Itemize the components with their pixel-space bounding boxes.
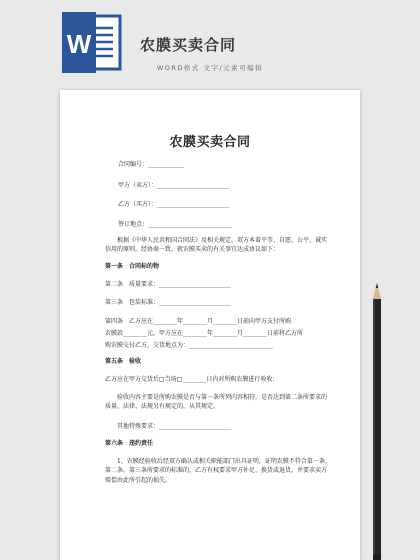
article-6-heading: 第六条 违约责任 bbox=[105, 440, 154, 447]
article-4-line-3: 购农膜交付乙方，交货地点为：____________________________ bbox=[105, 342, 274, 349]
intro-paragraph: 根据《中华人民共和国合同法》及相关规定，双方本着平等、自愿、公平、诚实信用的原则，经协商一致，就农膜买卖的有关事宜达成协议如下： bbox=[105, 237, 328, 254]
article-3-packaging: 第三条 包装标准：________________________ bbox=[105, 299, 232, 306]
article-2-quality: 第二条 质量要求：________________________ bbox=[105, 281, 232, 288]
word-icon-letter: W bbox=[66, 29, 92, 59]
page-title: 农膜买卖合同 bbox=[140, 36, 237, 54]
signing-location-field: 签订地点：____________________________ bbox=[118, 221, 233, 228]
article-1-heading: 第一条 合同标的物 bbox=[105, 263, 160, 270]
article-6-paragraph: 1、农膜经验收后经双方确认或相关职能部门出具证明，证明农膜不符合第一条、第二条、第三条所要求的标准的，乙方有权要求甲方补足、换货或退货，并要求卖方赔偿由此所引起的损失。 bbox=[105, 458, 331, 484]
article-5-paragraph: 验收内容主要是所购农膜是否与第一条所列内容相符，是否达到第二条所要求的质量，法律、法规另有规定的，从其规定。 bbox=[105, 394, 328, 411]
special-requirements-field: 其他特殊要求：________________________ bbox=[117, 423, 232, 430]
format-subtitle: WORD格式 文字/元素可编辑 bbox=[156, 64, 264, 72]
article-4-line-2: 农膜款________元，甲方应在________年________月________日前将乙方所 bbox=[105, 330, 304, 337]
document-title: 农膜买卖合同 bbox=[169, 135, 251, 150]
header-banner bbox=[0, 0, 420, 92]
article-5-inspection-line: 乙方应在甲方交货后□当场□________日内对所购农膜进行验收： bbox=[105, 376, 279, 383]
party-a-field: 甲方（卖方）：________________________ bbox=[118, 182, 230, 189]
pencil-image bbox=[368, 283, 386, 560]
party-b-field: 乙方（买方）：________________________ bbox=[118, 201, 230, 208]
contract-page bbox=[60, 90, 360, 560]
article-4-line-1: 第四条 乙方应在________年________月________日前向甲方支付所购 bbox=[105, 318, 292, 325]
article-5-heading: 第五条 验收 bbox=[105, 358, 142, 365]
contract-number-field: 合同编号：____________ bbox=[118, 161, 185, 168]
